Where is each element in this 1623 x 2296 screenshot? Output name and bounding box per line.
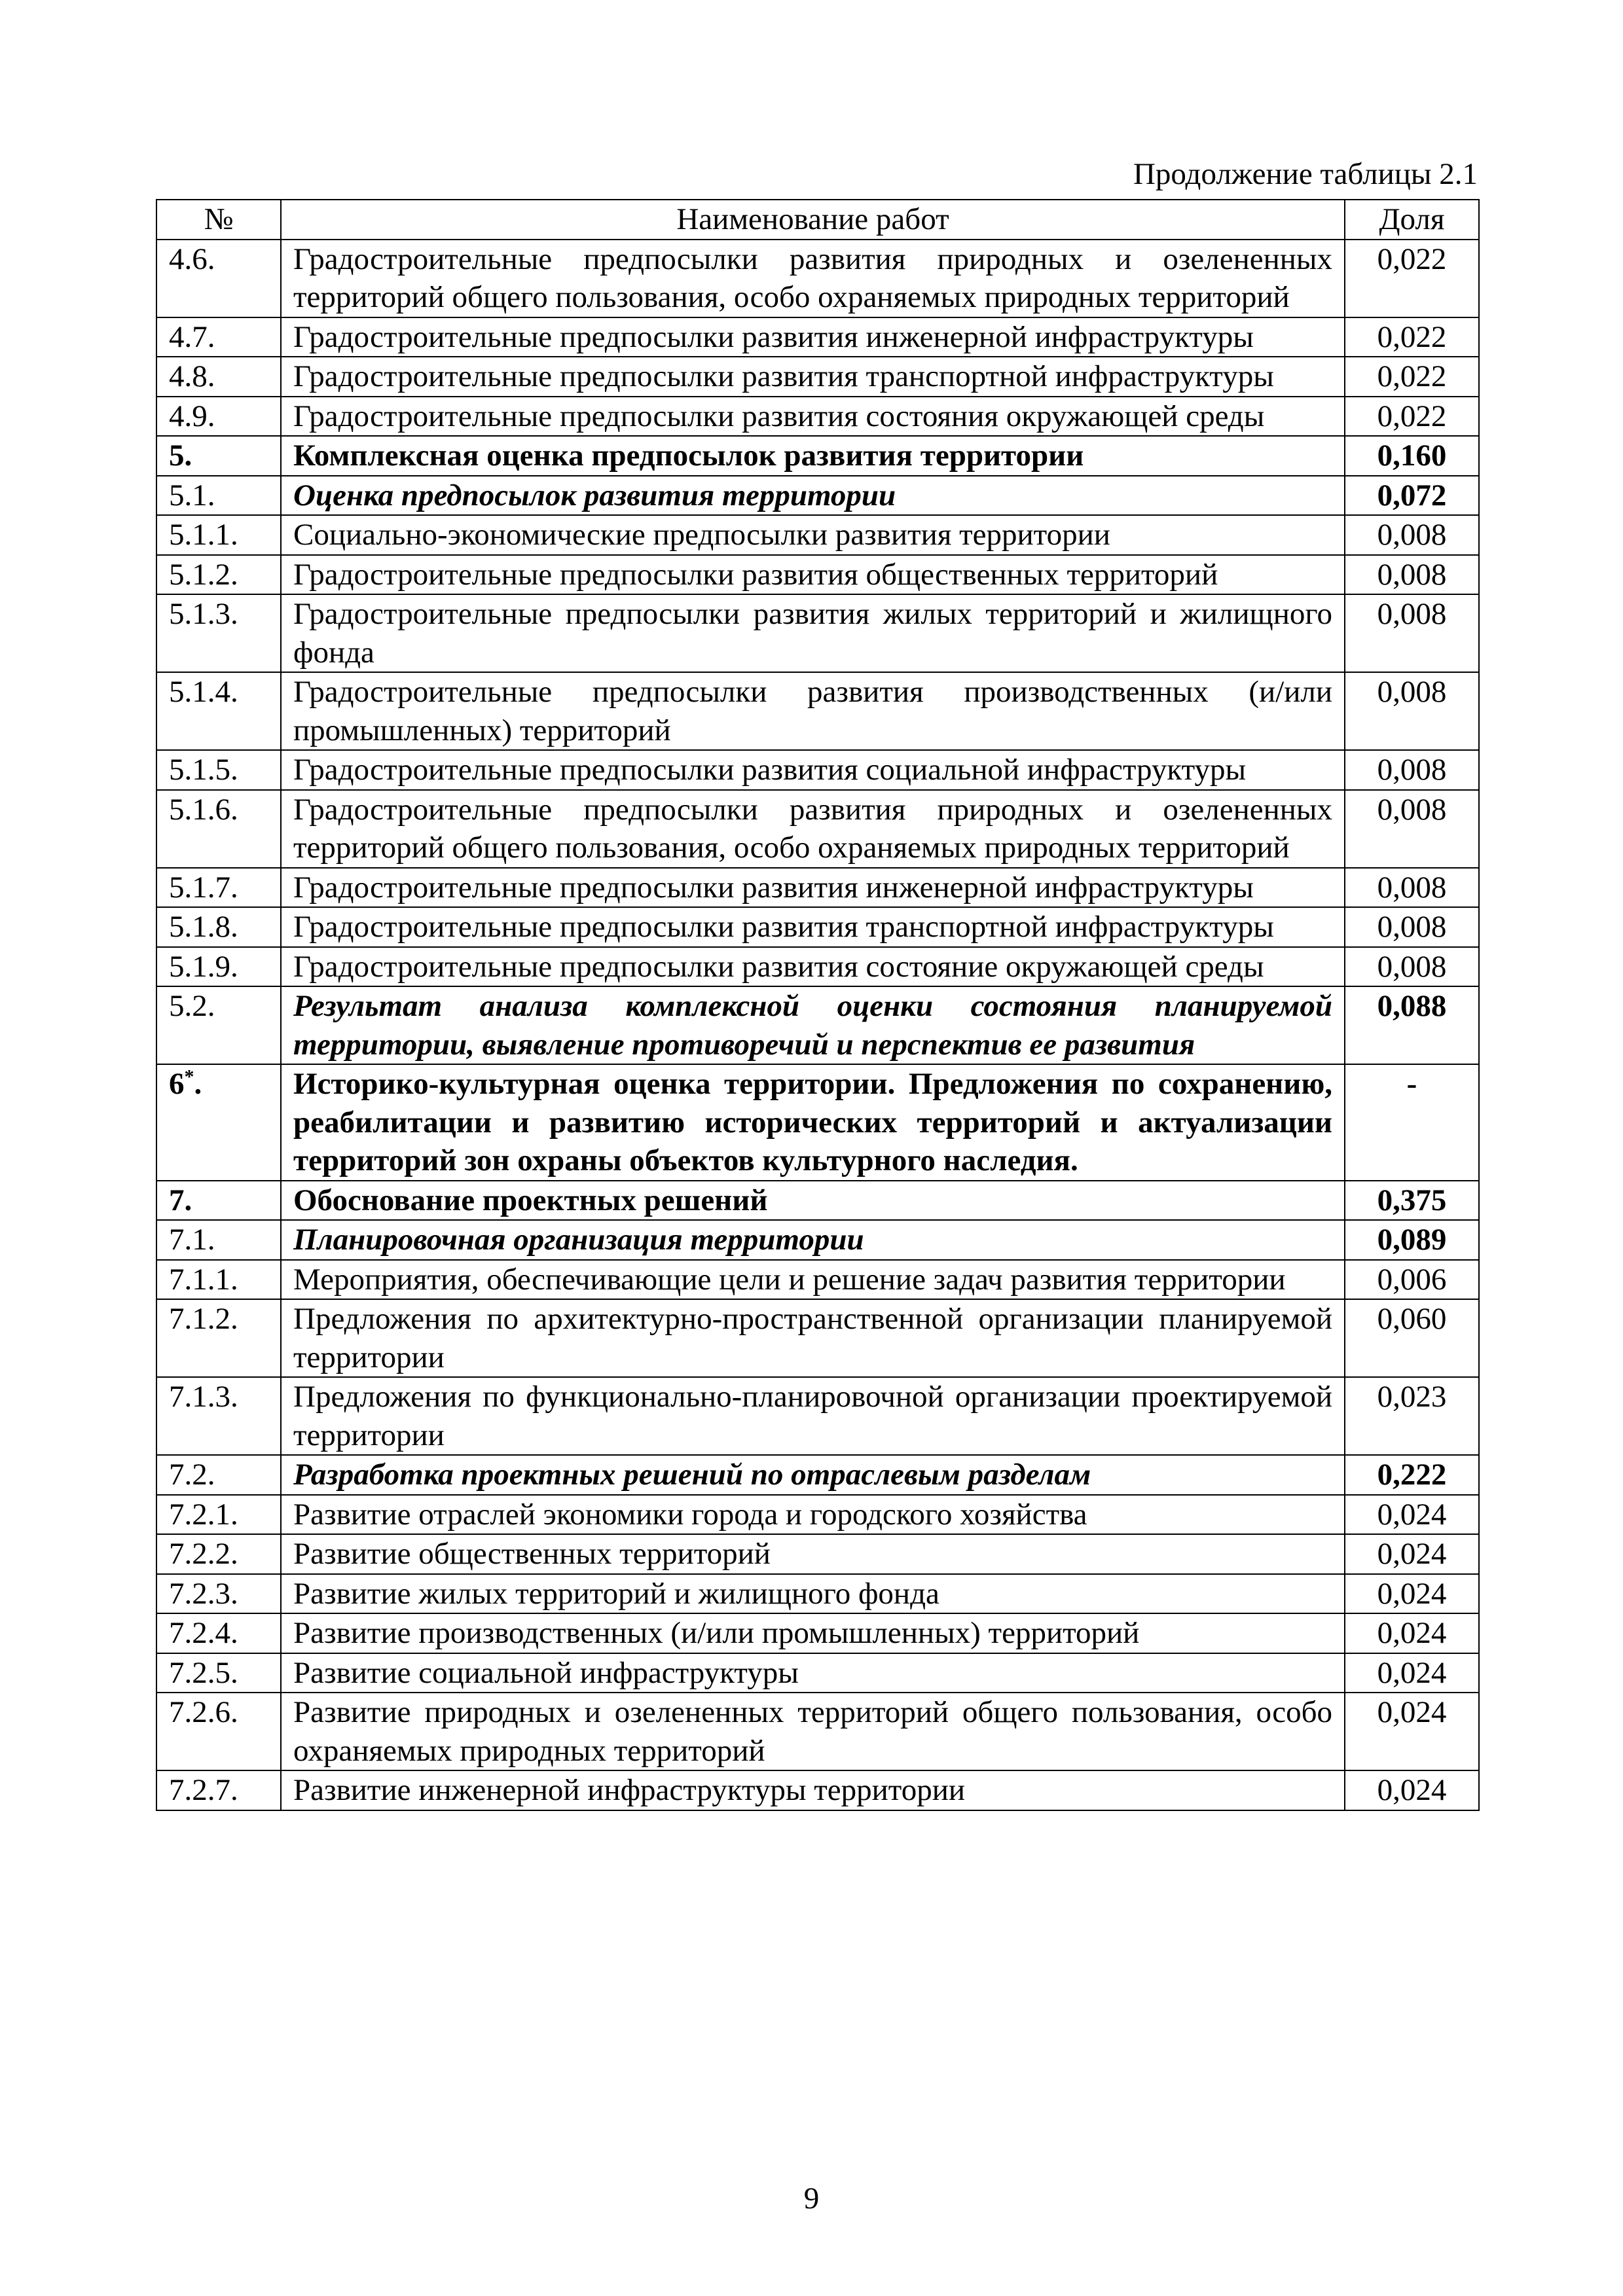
row-share: 0,022 [1345,397,1479,437]
row-number [156,1495,281,1535]
row-share: 0,088 [1345,986,1479,1064]
row-number [156,1064,281,1181]
row-work-name: Оценка предпосылок развития территории [281,476,1345,516]
row-share: 0,008 [1345,790,1479,868]
row-number-text: 5.1.6. [169,792,238,827]
row-share: 0,024 [1345,1653,1479,1693]
row-share: 0,008 [1345,868,1479,908]
row-share: 0,008 [1345,907,1479,947]
row-number [156,240,281,317]
row-share: 0,024 [1345,1693,1479,1770]
row-number-text: 7.2.3. [169,1576,238,1611]
row-number-text: 4.6. [169,242,215,276]
table-row [156,357,1479,397]
row-work-name: Градостроительные предпосылки развития природных и озелененных территорий общего пользования, особо охраняемых природных территорий [281,240,1345,317]
row-number-text: 5.1.8. [169,910,238,944]
row-number-text: 5.1.2. [169,557,238,592]
row-number [156,986,281,1064]
row-number [156,750,281,790]
header-share: Доля [1345,200,1479,240]
table-row [156,1653,1479,1693]
row-share: 0,023 [1345,1377,1479,1455]
row-share: 0,024 [1345,1574,1479,1614]
table-row [156,1377,1479,1455]
row-work-name: Результат анализа комплексной оценки состояния планируемой территории, выявление противоречий и перспектив ее развития [281,986,1345,1064]
row-work-name: Развитие отраслей экономики города и городского хозяйства [281,1495,1345,1535]
table-row [156,1260,1479,1300]
table-body [156,240,1479,1810]
row-number-text: 7.1. [169,1223,215,1257]
table-row [156,1693,1479,1770]
footnote-mark: * [184,1066,194,1088]
works-table [156,199,1480,1811]
row-work-name: Развитие инженерной инфраструктуры территории [281,1770,1345,1810]
row-number [156,1377,281,1455]
row-share: 0,006 [1345,1260,1479,1300]
table-caption: Продолжение таблицы 2.1 [1133,157,1478,191]
table-row [156,1220,1479,1260]
row-number-text: 7.2.4. [169,1616,238,1650]
row-share: 0,022 [1345,357,1479,397]
row-number [156,947,281,987]
table-row [156,1299,1479,1377]
row-share: 0,022 [1345,317,1479,357]
row-work-name: Комплексная оценка предпосылок развития территории [281,436,1345,476]
row-number [156,1260,281,1300]
row-work-name: Мероприятия, обеспечивающие цели и решение задач развития территории [281,1260,1345,1300]
table-row [156,1495,1479,1535]
row-number-text: 7.2.7. [169,1773,238,1807]
row-work-name: Градостроительные предпосылки развития социальной инфраструктуры [281,750,1345,790]
row-work-name: Градостроительные предпосылки развития общественных территорий [281,555,1345,595]
row-number [156,1220,281,1260]
row-number-text: 7.2.6. [169,1695,238,1729]
table-row [156,672,1479,750]
row-share: 0,072 [1345,476,1479,516]
row-share: 0,089 [1345,1220,1479,1260]
row-number [156,868,281,908]
row-share: 0,008 [1345,594,1479,672]
table-row [156,317,1479,357]
row-share: 0,024 [1345,1770,1479,1810]
table-row [156,947,1479,987]
table-row [156,1181,1479,1221]
row-work-name: Историко-культурная оценка территории. Предложения по сохранению, реабилитации и развитию исторических территорий и актуализации территорий зон охраны объектов культурного наследия. [281,1064,1345,1181]
row-number [156,436,281,476]
row-work-name: Планировочная организация территории [281,1220,1345,1260]
row-number-text: 7.2.1. [169,1497,238,1532]
row-share: 0,024 [1345,1534,1479,1574]
row-number-text: 5.1.1. [169,518,238,552]
table-row [156,1534,1479,1574]
row-work-name: Градостроительные предпосылки развития жилых территорий и жилищного фонда [281,594,1345,672]
row-share: 0,008 [1345,750,1479,790]
row-number [156,476,281,516]
table-row [156,240,1479,317]
row-work-name: Предложения по архитектурно-пространственной организации планируемой территории [281,1299,1345,1377]
row-number [156,555,281,595]
table-row [156,1574,1479,1614]
row-work-name: Социально-экономические предпосылки развития территории [281,515,1345,555]
row-share: - [1345,1064,1479,1181]
table-row [156,750,1479,790]
row-number [156,1574,281,1614]
row-number-text: 4.9. [169,399,215,433]
row-work-name: Развитие природных и озелененных территорий общего пользования, особо охраняемых природных территорий [281,1693,1345,1770]
row-number-text: 7.2.2. [169,1537,238,1571]
row-number-text: 7.1.1. [169,1262,238,1297]
row-number-text: 5.1.9. [169,949,238,984]
table-row [156,868,1479,908]
row-number [156,1181,281,1221]
row-number [156,1613,281,1653]
row-number-text: 5.1.3. [169,597,238,631]
row-share: 0,008 [1345,947,1479,987]
row-work-name: Градостроительные предпосылки развития производственных (и/или промышленных) территорий [281,672,1345,750]
row-share: 0,160 [1345,436,1479,476]
row-number [156,1653,281,1693]
table-row [156,790,1479,868]
row-number [156,397,281,437]
row-share: 0,024 [1345,1495,1479,1535]
row-number [156,672,281,750]
table-row [156,436,1479,476]
row-share: 0,060 [1345,1299,1479,1377]
table-row [156,555,1479,595]
row-number [156,317,281,357]
row-work-name: Градостроительные предпосылки развития состояние окружающей среды [281,947,1345,987]
row-work-name: Развитие производственных (и/или промышленных) территорий [281,1613,1345,1653]
row-number-text: 6 [169,1067,185,1101]
row-work-name: Градостроительные предпосылки развития инженерной инфраструктуры [281,317,1345,357]
row-work-name: Градостроительные предпосылки развития транспортной инфраструктуры [281,907,1345,947]
table-row [156,907,1479,947]
table-row [156,986,1479,1064]
row-number-suffix: . [194,1067,202,1101]
row-number-text: 7.2.5. [169,1655,238,1690]
row-number-text: 5.1.5. [169,753,238,787]
row-number-text: 5.1.4. [169,675,238,709]
row-work-name: Предложения по функционально-планировочной организации проектируемой территории [281,1377,1345,1455]
row-work-name: Развитие социальной инфраструктуры [281,1653,1345,1693]
page-number: 9 [803,2181,820,2215]
row-number-text: 5.2. [169,989,215,1023]
table-row [156,397,1479,437]
row-number [156,515,281,555]
table-row [156,1455,1479,1495]
header-name: Наименование работ [281,200,1345,240]
table-row [156,1064,1479,1181]
header-num: № [156,200,281,240]
row-work-name: Развитие общественных территорий [281,1534,1345,1574]
row-share: 0,024 [1345,1613,1479,1653]
row-number [156,907,281,947]
row-number-text: 7. [169,1183,192,1217]
row-number-text: 5.1.7. [169,870,238,905]
table-row [156,1770,1479,1810]
row-number [156,1455,281,1495]
row-number-text: 7.1.3. [169,1380,238,1414]
table-row [156,594,1479,672]
row-work-name: Разработка проектных решений по отраслевым разделам [281,1455,1345,1495]
row-number-text: 5.1. [169,478,215,512]
row-work-name: Градостроительные предпосылки развития транспортной инфраструктуры [281,357,1345,397]
row-work-name: Градостроительные предпосылки развития состояния окружающей среды [281,397,1345,437]
row-work-name: Градостроительные предпосылки развития инженерной инфраструктуры [281,868,1345,908]
row-number-text: 7.2. [169,1458,215,1492]
table-row [156,476,1479,516]
table-row [156,1613,1479,1653]
row-number [156,1299,281,1377]
row-share: 0,008 [1345,515,1479,555]
table-header [156,200,1479,240]
row-number [156,1534,281,1574]
row-work-name: Развитие жилых территорий и жилищного фонда [281,1574,1345,1614]
row-number [156,1770,281,1810]
row-number-text: 5. [169,439,192,473]
row-number [156,790,281,868]
row-number-text: 4.7. [169,319,215,354]
row-number-text: 4.8. [169,359,215,393]
row-number [156,594,281,672]
row-number [156,1693,281,1770]
header-row [156,200,1479,240]
row-number-text: 7.1.2. [169,1302,238,1336]
row-share: 0,022 [1345,240,1479,317]
table-row [156,515,1479,555]
row-share: 0,375 [1345,1181,1479,1221]
row-number [156,357,281,397]
row-share: 0,222 [1345,1455,1479,1495]
row-work-name: Обоснование проектных решений [281,1181,1345,1221]
row-share: 0,008 [1345,555,1479,595]
row-share: 0,008 [1345,672,1479,750]
row-work-name: Градостроительные предпосылки развития природных и озелененных территорий общего пользования, особо охраняемых природных территорий [281,790,1345,868]
